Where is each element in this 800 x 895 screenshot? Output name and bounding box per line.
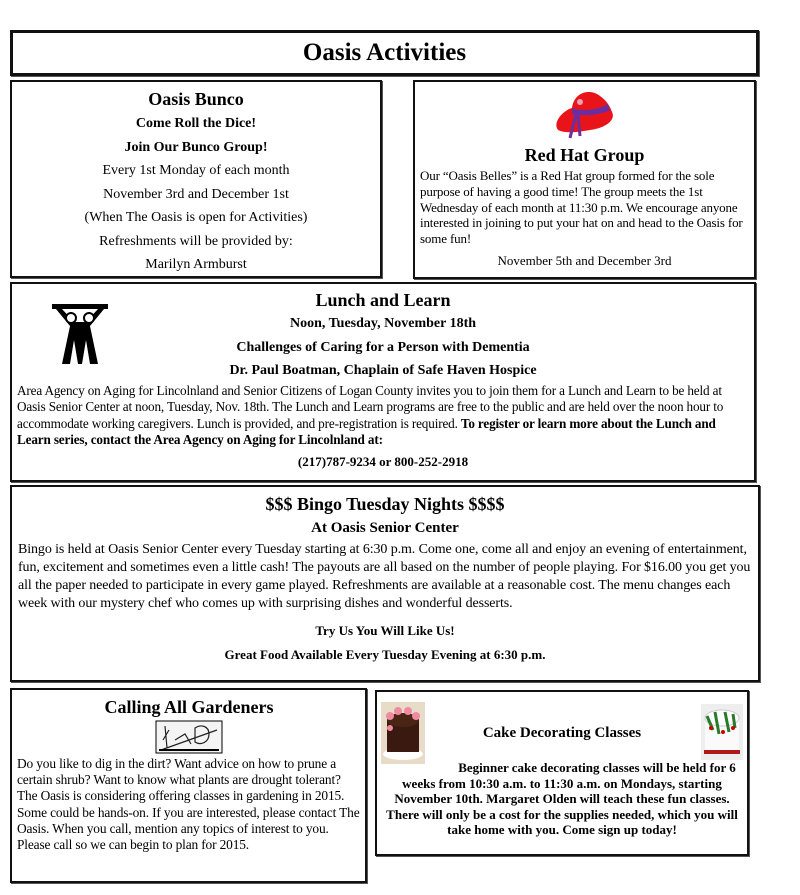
bunco-line: November 3rd and December 1st (103, 186, 289, 202)
lunch-body-bold: To register or learn more about the Lunch and Learn series, contact the Area Agency on Aging for Lincolnland at: (17, 415, 716, 447)
lunch-title: Lunch and Learn (315, 290, 451, 310)
cake-body: Beginner cake decorating classes will be held for 6 weeks from 10:30 a.m. to 11:30 a.m. on Mondays, starting November 10th. Margaret Olden will teach these fun classes. There will only be a cost for the supplies needed, which you will take home with you. Come sign up today! (386, 760, 738, 837)
bunco-line: (When The Oasis is open for Activities) (84, 210, 308, 225)
page-title: Oasis Activities (302, 39, 467, 66)
page-title-box (10, 30, 759, 76)
bingo-tagline: Great Food Available Every Tuesday Evening at 6:30 p.m. (224, 646, 546, 662)
bunco-subtitle: Come Roll the Dice! (135, 116, 257, 131)
garden-tools-engraving-icon (155, 720, 223, 754)
decorated-white-cake-icon (701, 704, 743, 760)
people-holding-bar-icon (52, 304, 108, 364)
lunch-learn-section (10, 282, 756, 482)
cake-title: Cake Decorating Classes (482, 725, 642, 741)
bunco-line: Every 1st Monday of each month (102, 163, 290, 178)
bingo-subtitle: At Oasis Senior Center (311, 520, 459, 536)
bingo-tagline: Try Us You Will Like Us! (315, 622, 455, 638)
gardeners-body: Do you like to dig in the dirt? Want advice on how to prune a certain shrub? Want to know what plants are drought tolerant? The Oasis is considering offering classes in gardening in 2015. Some could be hands-on. If you are interested, please contact The Oasis. When you call, mention any topics of interest to you. Please call so we can begin to plan for 2015. (17, 756, 360, 853)
red-hat-body: Our “Oasis Belles” is a Red Hat group formed for the sole purpose of having a good time! The group meets the 1st Wednesday of each month at 11:30 p.m. We encourage anyone interested in joining to put your hat on and head to the Oasis for some fun! (420, 168, 743, 247)
lunch-topic: Challenges of Caring for a Person with Dementia (236, 339, 530, 355)
red-hat-icon (550, 86, 620, 142)
lunch-body: Area Agency on Aging for Lincolnland and Senior Citizens of Logan County invites you to join them for a Lunch and Learn to be held at Oasis Senior Center at noon, Tuesday, Nov. 18th. The Lunch and Learn programs are free to the public and are held over the noon hour to accommodate working caregivers. Lunch is provided, and pre-registration is required. (17, 382, 724, 431)
gardeners-section (10, 688, 367, 883)
gardeners-title: Calling All Gardeners (104, 697, 274, 717)
lunch-date: Noon, Tuesday, November 18th (289, 316, 477, 331)
bunco-title: Oasis Bunco (148, 89, 244, 109)
bingo-body: Bingo is held at Oasis Senior Center every Tuesday starting at 6:30 p.m. Come one, come all and enjoy an evening of entertainment, fun, excitement and sometimes even a little cash! The payouts are all based on the number of people playing. For $16.00 you get you all the paper needed to participate in every game played. Refreshments are available at a reasonable cost. The menu changes each week with our mystery chef who comes up with surprising dishes and wonderful desserts. (18, 541, 751, 611)
bunco-line: Refreshments will be provided by: (99, 233, 293, 249)
bingo-section (10, 485, 760, 682)
bunco-line: Marilyn Armburst (145, 257, 247, 272)
red-hat-title: Red Hat Group (524, 145, 645, 165)
lunch-phone: (217)787-9234 or 800-252-2918 (297, 453, 469, 469)
chocolate-cake-icon (381, 702, 425, 764)
red-hat-section (413, 80, 756, 279)
bingo-title: $$$ Bingo Tuesday Nights $$$$ (265, 494, 505, 514)
cake-section (375, 690, 749, 856)
bunco-subtitle: Join Our Bunco Group! (124, 139, 268, 155)
lunch-speaker: Dr. Paul Boatman, Chaplain of Safe Haven Hospice (229, 363, 537, 378)
bunco-section (10, 80, 382, 278)
red-hat-dates: November 5th and December 3rd (497, 252, 672, 268)
